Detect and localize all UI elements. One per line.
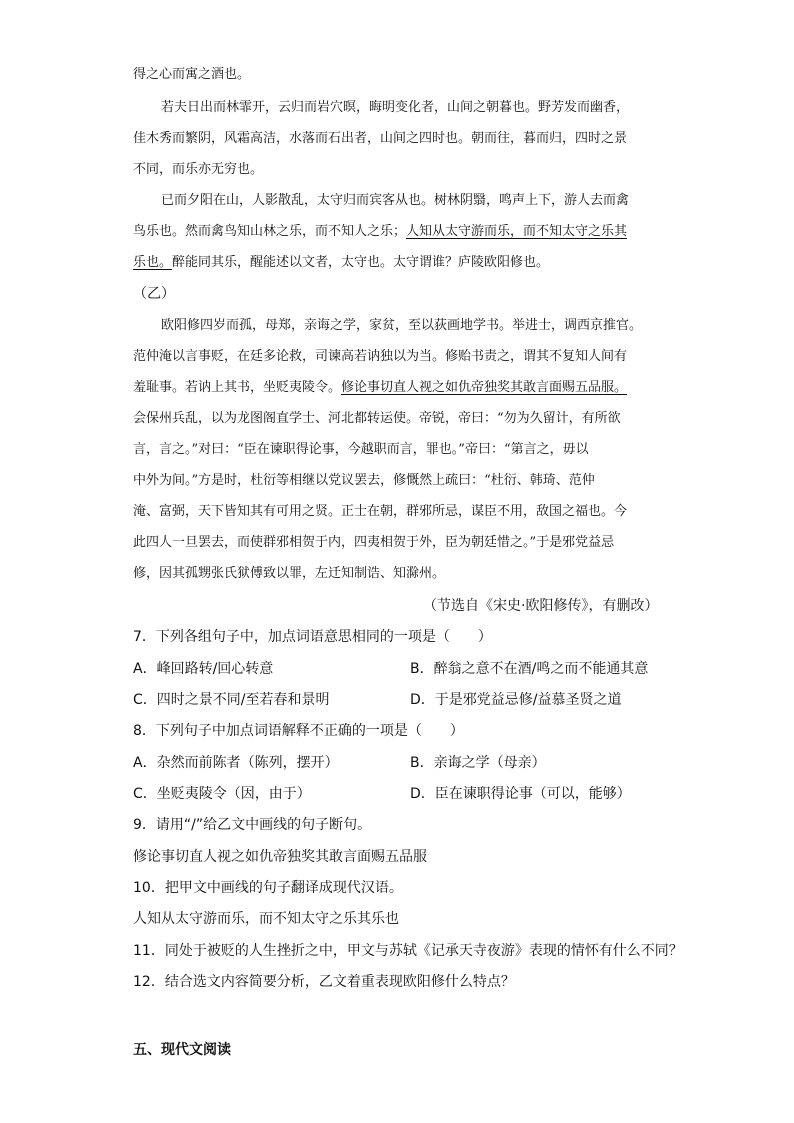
passage-jia-p2-line2: 佳木秀而繁阴，风霜高洁，水落而石出者，山间之四时也。朝而往，暮而归，四时之景 (133, 131, 628, 146)
question-7-option-d: D．于是邪党益忌修/益慕圣贤之道 (410, 692, 622, 708)
passage-yi-line5: 言，言之。”对曰：“臣在谏职得论事，今越职而言，罪也。”帝曰：“第言之，毋以 (133, 442, 589, 457)
question-8: 8．下列句子中加点词语解释不正确的一项是（ ） (133, 723, 464, 739)
question-7-option-a: A．峰回路转/回心转意 (133, 661, 274, 677)
question-8-option-a: A．杂然而前陈者（陈列，摆开） (133, 755, 339, 771)
question-9-sentence: 修论事切直人视之如仇帝独奖其敢言面赐五品服 (133, 849, 427, 865)
question-7-option-b: B．醉翁之意不在酒/鸣之而不能通其意 (410, 661, 649, 677)
passage-source: （节选自《宋史·欧阳修传》，有删改） (423, 598, 659, 614)
passage-yi-line1: 欧阳修四岁而孤，母郑，亲诲之学，家贫，至以荻画地学书。举进士，调西京推官。 (161, 318, 643, 333)
passage-jia-p3-line3 (133, 255, 549, 271)
question-7: 7．下列各组句子中，加点词语意思相同的一项是（ ） (133, 629, 492, 645)
passage-jia-p3-line1: 已而夕阳在山，人影散乱，太守归而宾客从也。树林阴翳，鸣声上下，游人去而禽 (161, 193, 630, 208)
question-10-sentence: 人知从太守游而乐，而不知太守之乐其乐也 (133, 911, 399, 927)
passage-yi-line2: 范仲淹以言事贬，在廷多论救，司谏高若讷独以为当。修贻书责之，谓其不复知人间有 (133, 349, 628, 364)
passage-jia-text: 醉能同其乐，醒能述以文者，太守也。太守谓谁？庐陵欧阳修也。 (172, 255, 550, 270)
passage-jia-p1-end: 得之心而寓之酒也。 (133, 67, 251, 82)
question-9: 9．请用“/”给乙文中画线的句子断句。 (133, 817, 372, 833)
passage-jia-p3-line2 (133, 224, 627, 240)
passage-yi-line4: 会保州兵乱，以为龙图阁直学士、河北都转运使。帝锐，帝曰：“勿为久留计，有所欲 (133, 411, 621, 426)
passage-yi-line9: 修，因其孤甥张氏狱傅致以罪，左迁知制诰、知滁州。 (133, 566, 446, 581)
passage-jia-text: 鸟乐也。然而禽鸟知山林之乐，而不知人之乐； (133, 224, 407, 239)
passage-yi-line8: 此四人一旦罢去，而使群邪相贺于内，四夷相贺于外，臣为朝廷惜之。”于是邪党益忌 (133, 535, 615, 550)
question-12: 12．结合选文内容简要分析，乙文着重表现欧阳修什么特点？ (133, 974, 515, 990)
passage-yi-line6: 中外为间。”方是时，杜衍等相继以党议罢去，修慨然上疏曰：“杜衍、韩琦、范仲 (133, 473, 595, 488)
question-10: 10．把甲文中画线的句子翻译成现代汉语。 (133, 880, 403, 896)
passage-yi-text: 羞耻事。若讷上其书，坐贬夷陵令。 (133, 380, 342, 395)
question-8-option-d: D．臣在谏职得论事（可以，能够） (410, 786, 631, 802)
passage-jia-p2-line3: 不同，而乐亦无穷也。 (133, 162, 264, 177)
section-heading: 五、现代文阅读 (133, 1042, 231, 1058)
underlined-sentence-yi: 修论事切直人视之如仇帝独奖其敢言面赐五品服。 (341, 380, 628, 395)
question-8-option-c: C．坐贬夷陵令（因，由于） (133, 786, 311, 802)
passage-yi-line3 (133, 380, 627, 396)
question-11: 11．同处于被贬的人生挫折之中，甲文与苏轼《记承天寺夜游》表现的情怀有什么不同？ (133, 943, 683, 959)
passage-yi-line7: 淹、富弼，天下皆知其有可用之贤。正士在朝，群邪所忌，谋臣不用，敌国之福也。今 (133, 504, 628, 519)
question-8-option-b: B．亲诲之学（母亲） (410, 755, 546, 771)
passage-yi-label: （乙） (133, 286, 175, 302)
underlined-sentence-jia: 人知从太守游而乐，而不知太守之乐其 (406, 224, 628, 239)
question-7-option-c: C．四时之景不同/至若春和景明 (133, 692, 330, 708)
underlined-sentence-jia-end: 乐也。 (133, 255, 173, 270)
passage-jia-p2-line1: 若夫日出而林霏开，云归而岩穴暝，晦明变化者，山间之朝暮也。野芳发而幽香， (161, 100, 630, 115)
